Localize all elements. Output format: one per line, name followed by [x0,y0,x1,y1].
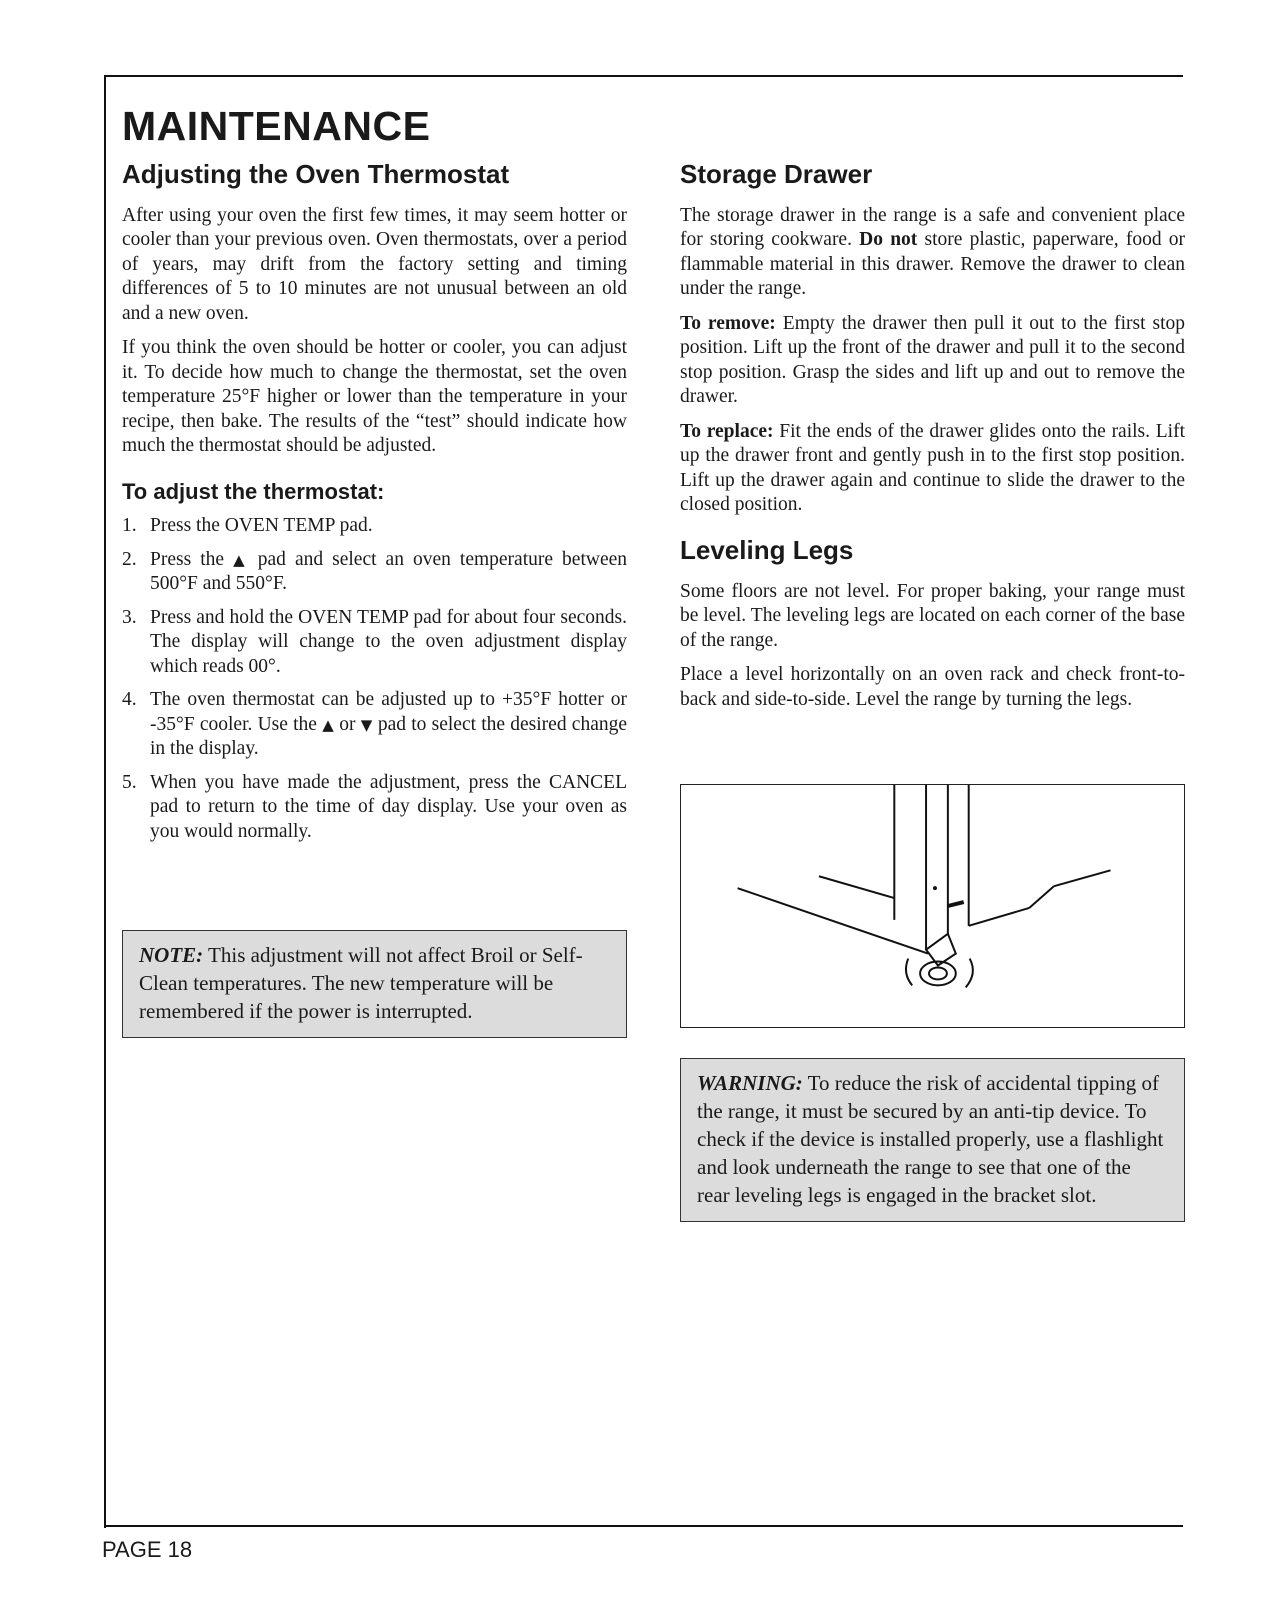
warning-body: To reduce the risk of accidental tipping of the range, it must be secured by an anti-tip device. To check if the device is installed properly, use a flashlight and look underneath the range to see that one of the rear leveling legs is engaged in the bracket slot. [697,1071,1164,1207]
leg-pad-center [929,967,947,979]
left-rule [104,75,106,1528]
step-number: 5. [122,771,137,793]
adjust-steps [122,514,627,844]
step-number: 2. [122,548,137,570]
down-arrow-icon: ▼ [360,715,373,734]
step-4 [122,688,627,762]
note-box [122,930,627,1038]
leveling-heading: Leveling Legs [680,534,854,565]
top-rule [104,75,1183,77]
step-number: 3. [122,606,137,628]
rotation-arc-left [906,959,912,986]
base-line-left [819,876,894,898]
warning-text [697,1069,1168,1209]
page-number: PAGE 18 [102,1537,193,1562]
step-3 [122,606,627,680]
leveling-leg-illustration [680,784,1185,1028]
step-text: or [339,713,356,735]
leveling-paragraph-2: Place a level horizontally on an oven rack and check front-to-back and side-to-side. Level the range by turning the legs. [680,664,1185,710]
note-text [139,941,610,1025]
floor-line-left [738,888,928,953]
storage-emphasis: Do not [859,229,918,251]
storage-section [680,160,1185,722]
step-1 [122,514,627,539]
step-text: The oven thermostat can be adjusted up to +35°F hotter or -35°F cooler. Use the [150,689,627,735]
floor-line-right [969,908,1030,926]
floor-line-right-rise [1029,886,1054,908]
step-number: 4. [122,689,137,711]
step-2 [122,548,627,597]
replace-paragraph [680,420,1185,518]
leveling-paragraph-1: Some floors are not level. For proper baking, your range must be level. The leveling legs are located on each corner of the base of the range. [680,580,1185,651]
step-text: Press the [150,548,225,570]
thermostat-heading: Adjusting the Oven Thermostat [122,159,510,189]
warning-box [680,1058,1185,1222]
warning-label: WARNING: [697,1071,803,1095]
storage-text: store plastic, paperware, food or flammable material in this drawer. Remove the drawer to clean under the range. [680,229,1186,300]
storage-text: The storage drawer in the range is a safe and convenient place for storing cookware. [680,204,1185,251]
up-arrow-icon: ▲ [322,715,335,734]
bottom-rule [104,1525,1183,1527]
storage-paragraph [680,204,1185,302]
remove-label: To remove: [680,312,776,334]
note-body: This adjustment will not affect Broil or Self-Clean temperatures. The new temperature will be remembered if the power is interrupted. [139,943,583,1023]
step-number: 1. [122,515,137,537]
leveling-leg-drawing [681,785,1184,1027]
replace-label: To replace: [680,420,774,442]
step-text: When you have made the adjustment, press the CANCEL pad to return to the time of day display. Use your oven as you would normally. [150,771,627,842]
leg-screw [933,886,937,890]
up-arrow-icon: ▲ [233,550,249,569]
thermostat-paragraph-1: After using your oven the first few times, it may seem hotter or cooler than your previous oven. Oven thermostats, over a period of years, may drift from the factory setting and timing differences of 5 to 10 minutes are not unusual between an old and a new oven. [122,204,627,324]
floor-line-right-end [1054,870,1111,886]
remove-text: Empty the drawer then pull it out to the first stop position. Lift up the front of the drawer and pull it to the second stop position. Grasp the sides and lift up and out to remove the drawer. [680,312,1186,408]
thermostat-paragraph-2: If you think the oven should be hotter or cooler, you can adjust it. To decide how much to change the thermostat, set the oven temperature 25°F higher or lower than the temperature in your recipe, then bake. The results of the “test” should indicate how much the thermostat should be adjusted. [122,337,627,457]
bracket-slot-mark [948,902,964,906]
replace-text: Fit the ends of the drawer glides onto the rails. Lift up the drawer front and gently push in to the first stop position. Lift up the drawer again and continue to slide the drawer to the closed position. [680,420,1186,516]
step-text: pad to select the desired change in the display. [150,713,628,760]
step-text: pad and select an oven temperature between 500°F and 550°F. [150,548,628,595]
note-label: NOTE: [139,943,204,967]
page-title: MAINTENANCE [122,103,431,149]
step-text: Press the OVEN TEMP pad. [150,515,373,537]
step-5 [122,771,627,845]
remove-paragraph [680,312,1185,410]
rotation-arc-right [966,959,973,988]
step-text: Press and hold the OVEN TEMP pad for about four seconds. The display will change to the oven adjustment display which reads 00°. [150,606,627,677]
adjust-subheading: To adjust the thermostat: [122,478,385,504]
thermostat-section [122,160,627,853]
storage-heading: Storage Drawer [680,159,873,189]
